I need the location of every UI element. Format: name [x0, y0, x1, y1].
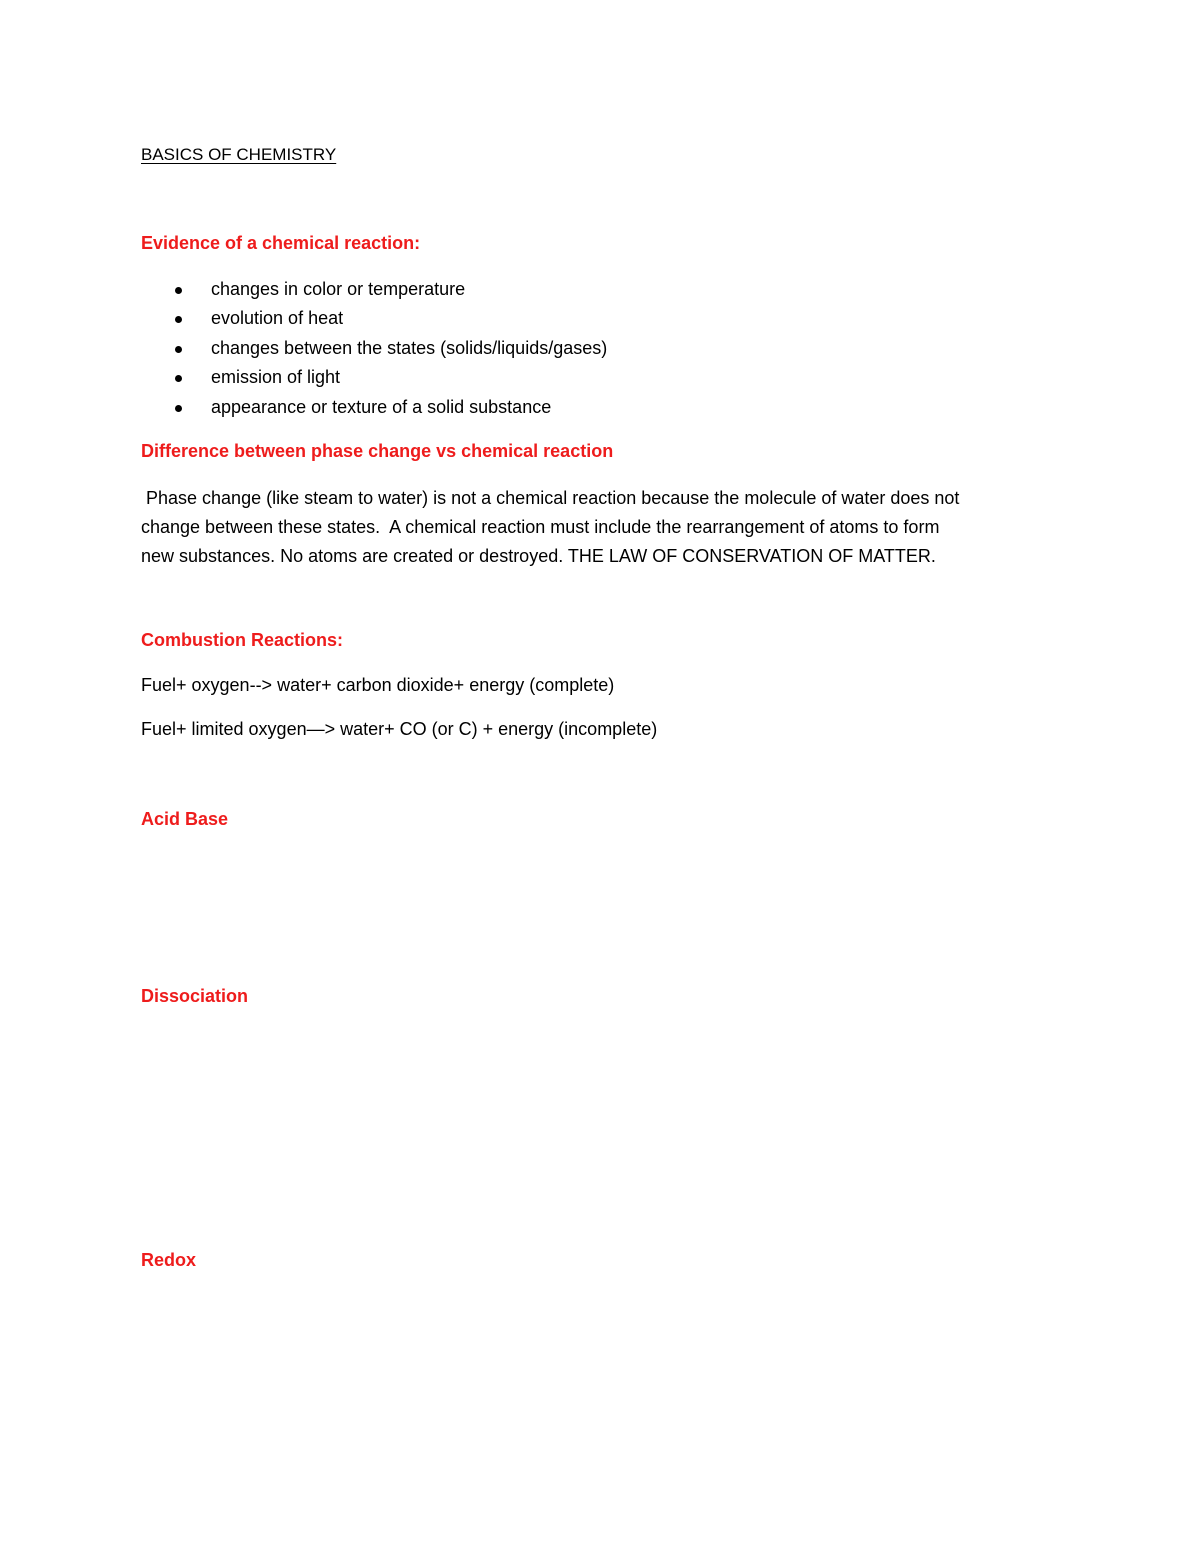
paragraph-line: new substances. No atoms are created or destroyed. THE LAW OF CONSERVATION OF MATTER. — [141, 546, 936, 566]
heading-combustion: Combustion Reactions: — [141, 630, 344, 650]
paragraph-line: change between these states. A chemical reaction must include the rearrangement of atoms to form — [141, 517, 940, 537]
heading-redox: Redox — [141, 1250, 197, 1270]
bullet-icon — [175, 346, 182, 353]
equation-incomplete: Fuel+ limited oxygen—> water+ CO (or C) + energy (incomplete) — [141, 719, 658, 739]
bullet-icon — [175, 287, 182, 294]
paragraph-line: Phase change (like steam to water) is not a chemical reaction because the molecule of water does not — [141, 488, 960, 508]
document-title: BASICS OF CHEMISTRY — [141, 145, 337, 164]
equation-complete: Fuel+ oxygen--> water+ carbon dioxide+ energy (complete) — [141, 675, 615, 695]
heading-evidence: Evidence of a chemical reaction: — [141, 233, 421, 253]
bullet-icon — [175, 316, 182, 323]
bullet-icon — [175, 405, 182, 412]
list-item-text: evolution of heat — [211, 308, 344, 328]
list-item-text: appearance or texture of a solid substance — [211, 397, 552, 417]
heading-difference: Difference between phase change vs chemical reaction — [141, 441, 614, 461]
list-item-text: changes in color or temperature — [211, 279, 466, 299]
heading-acid-base: Acid Base — [141, 809, 229, 829]
heading-dissociation: Dissociation — [141, 986, 249, 1006]
difference-paragraph — [141, 484, 1061, 571]
list-item-text: emission of light — [211, 367, 341, 387]
list-item-text: changes between the states (solids/liquids/gases) — [211, 338, 608, 358]
bullet-icon — [175, 375, 182, 382]
